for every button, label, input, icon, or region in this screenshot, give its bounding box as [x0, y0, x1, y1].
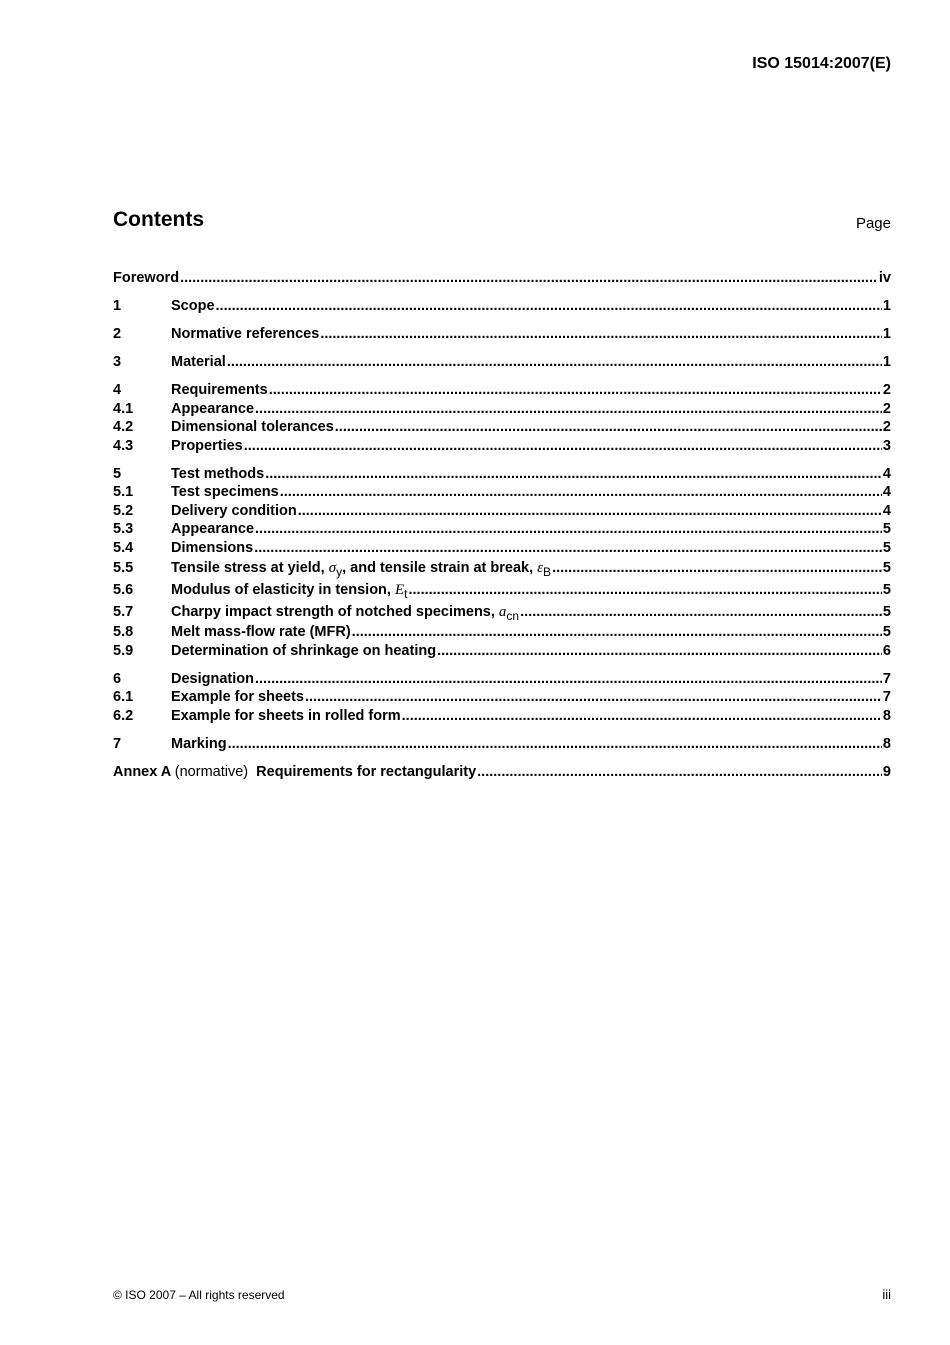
- toc-leader-dots: [269, 381, 882, 400]
- toc-entry-title: Appearance: [171, 521, 255, 537]
- sigma-symbol: σ: [328, 560, 337, 576]
- toc-entry[interactable]: [113, 670, 891, 689]
- toc-entry-title: Appearance: [171, 400, 255, 417]
- annex-title: Requirements for rectangularity: [256, 763, 477, 780]
- toc-leader-dots: [254, 539, 882, 558]
- toc-title-text: Charpy impact strength of notched specimens,: [171, 604, 499, 620]
- toc-entry-page: 4: [882, 484, 891, 500]
- toc-leader-dots: [255, 670, 882, 689]
- epsilon-symbol: ε: [537, 560, 544, 576]
- table-of-contents: [113, 269, 891, 781]
- toc-entry-page: 3: [882, 437, 891, 454]
- toc-entry-page: 1: [882, 354, 891, 370]
- toc-entry-page: 7: [882, 689, 891, 705]
- toc-entry-number: 6.1: [113, 689, 134, 705]
- toc-entry-number: 4: [113, 382, 122, 398]
- annex-label: Annex A: [113, 763, 171, 780]
- toc-leader-dots: [320, 325, 882, 344]
- toc-entry-title: Dimensions: [171, 539, 254, 556]
- toc-entry-number: 5.8: [113, 624, 134, 640]
- toc-entry-page: 7: [882, 670, 891, 687]
- toc-leader-dots: [265, 465, 882, 484]
- toc-entry-number: 5.6: [113, 582, 134, 598]
- toc-leader-dots: [305, 688, 882, 707]
- toc-entry-title: Marking: [171, 735, 227, 752]
- toc-entry-title: Requirements: [171, 382, 268, 398]
- toc-entry-title: Test specimens: [171, 484, 279, 500]
- annex-type: (normative): [174, 763, 249, 780]
- toc-entry-number: 7: [113, 735, 122, 752]
- toc-entry[interactable]: [113, 623, 891, 642]
- toc-entry-annex-a[interactable]: [113, 763, 891, 782]
- toc-title-text: Modulus of elasticity in tension,: [171, 582, 395, 598]
- toc-entry-title: [171, 601, 519, 623]
- toc-entry[interactable]: [113, 400, 891, 419]
- toc-entry-page: 8: [882, 707, 891, 724]
- symbol-subscript: cn: [506, 609, 520, 623]
- toc-entry-page: 4: [882, 465, 891, 482]
- toc-entry-title: Foreword: [113, 270, 180, 286]
- toc-leader-dots: [408, 579, 881, 601]
- toc-leader-dots: [352, 623, 882, 642]
- toc-leader-dots: [437, 642, 882, 661]
- toc-entry-page: 5: [882, 624, 891, 640]
- toc-entry-title: Example for sheets: [171, 689, 304, 705]
- toc-entry[interactable]: [113, 353, 891, 372]
- toc-entry-page: 5: [882, 604, 891, 620]
- toc-entry-page: 1: [882, 326, 891, 342]
- symbol-subscript: B: [543, 565, 552, 579]
- toc-entry-title: [113, 763, 476, 782]
- toc-leader-dots: [216, 297, 882, 316]
- toc-entry[interactable]: [113, 735, 891, 754]
- toc-entry-title: Material: [171, 354, 226, 370]
- toc-entry[interactable]: [113, 325, 891, 344]
- toc-leader-dots: [180, 269, 878, 288]
- toc-leader-dots: [227, 353, 882, 372]
- toc-entry[interactable]: [113, 539, 891, 558]
- toc-entry[interactable]: [113, 418, 891, 437]
- toc-leader-dots: [477, 763, 882, 782]
- toc-entry-number: 5.7: [113, 604, 134, 620]
- toc-entry-page: 9: [882, 763, 891, 780]
- toc-entry[interactable]: [113, 381, 891, 400]
- toc-entry[interactable]: [113, 557, 891, 579]
- toc-leader-dots: [298, 502, 882, 521]
- toc-entry-page: 5: [882, 521, 891, 537]
- toc-entry-page: iv: [878, 270, 891, 286]
- toc-entry-page: 1: [882, 298, 891, 314]
- toc-entry-number: 6: [113, 670, 122, 687]
- toc-entry-page: 2: [882, 419, 891, 435]
- toc-entry-number: 3: [113, 354, 122, 370]
- toc-leader-dots: [228, 735, 882, 754]
- toc-entry-page: 5: [882, 539, 891, 556]
- toc-entry-number: 5: [113, 465, 122, 482]
- toc-leader-dots: [244, 437, 882, 456]
- toc-entry-number: 6.2: [113, 707, 134, 724]
- toc-entry-title: Designation: [171, 670, 254, 687]
- toc-entry-page: 2: [882, 400, 891, 417]
- toc-entry-number: 5.2: [113, 502, 134, 519]
- toc-entry[interactable]: [113, 520, 891, 539]
- toc-entry-title: Test methods: [171, 465, 265, 482]
- toc-entry-number: 4.2: [113, 419, 134, 435]
- toc-entry-title: Scope: [171, 298, 215, 314]
- toc-entry-number: 1: [113, 298, 122, 314]
- toc-leader-dots: [402, 707, 882, 726]
- toc-entry-number: 5.3: [113, 521, 134, 537]
- toc-entry-number: 2: [113, 326, 122, 342]
- toc-entry-foreword[interactable]: [113, 269, 891, 288]
- toc-entry-title: Dimensional tolerances: [171, 419, 334, 435]
- page-column-label: Page: [855, 215, 891, 232]
- toc-entry[interactable]: [113, 707, 891, 726]
- toc-leader-dots: [335, 418, 882, 437]
- toc-title-text: , and tensile strain at break,: [342, 560, 538, 576]
- toc-entry-page: 8: [882, 735, 891, 752]
- toc-entry[interactable]: [113, 579, 891, 601]
- toc-entry-number: 5.9: [113, 642, 134, 659]
- impact-strength-symbol: a: [498, 604, 507, 620]
- toc-entry-title: [171, 557, 551, 579]
- toc-entry[interactable]: [113, 502, 891, 521]
- toc-entry-number: 5.1: [113, 484, 134, 500]
- toc-entry-number: 4.3: [113, 437, 134, 454]
- modulus-symbol: E: [394, 582, 405, 598]
- toc-leader-dots: [255, 400, 882, 419]
- toc-entry-title: Properties: [171, 437, 243, 454]
- toc-entry[interactable]: [113, 601, 891, 623]
- toc-title-text: Tensile stress at yield,: [171, 560, 329, 576]
- toc-entry-title: Delivery condition: [171, 502, 297, 519]
- toc-entry[interactable]: [113, 688, 891, 707]
- toc-entry-title: Normative references: [171, 326, 320, 342]
- toc-entry[interactable]: [113, 465, 891, 484]
- toc-entry-number: 4.1: [113, 400, 134, 417]
- toc-leader-dots: [520, 601, 882, 623]
- toc-entry-title: Determination of shrinkage on heating: [171, 642, 437, 659]
- toc-leader-dots: [255, 520, 882, 539]
- toc-entry-title: Melt mass-flow rate (MFR): [171, 624, 351, 640]
- page-number: iii: [882, 1287, 891, 1302]
- symbol-subscript: t: [404, 587, 408, 601]
- toc-entry[interactable]: [113, 642, 891, 661]
- toc-entry-title: Example for sheets in rolled form: [171, 707, 401, 724]
- toc-leader-dots: [552, 557, 882, 579]
- toc-entry-number: 5.4: [113, 539, 134, 556]
- toc-entry[interactable]: [113, 437, 891, 456]
- toc-entry-page: 6: [882, 642, 891, 659]
- copyright-notice: © ISO 2007 – All rights reserved: [113, 1288, 285, 1302]
- toc-entry-number: 5.5: [113, 560, 134, 576]
- toc-entry-page: 4: [882, 502, 891, 519]
- toc-entry[interactable]: [113, 297, 891, 316]
- contents-heading: Contents: [113, 208, 204, 231]
- toc-entry[interactable]: [113, 483, 891, 502]
- toc-entry-title: [171, 579, 407, 601]
- toc-entry-page: 2: [882, 382, 891, 398]
- toc-entry-page: 5: [882, 582, 891, 598]
- toc-entry-page: 5: [882, 560, 891, 576]
- document-id: ISO 15014:2007(E): [752, 55, 891, 72]
- symbol-subscript: y: [336, 565, 343, 579]
- toc-leader-dots: [280, 483, 882, 502]
